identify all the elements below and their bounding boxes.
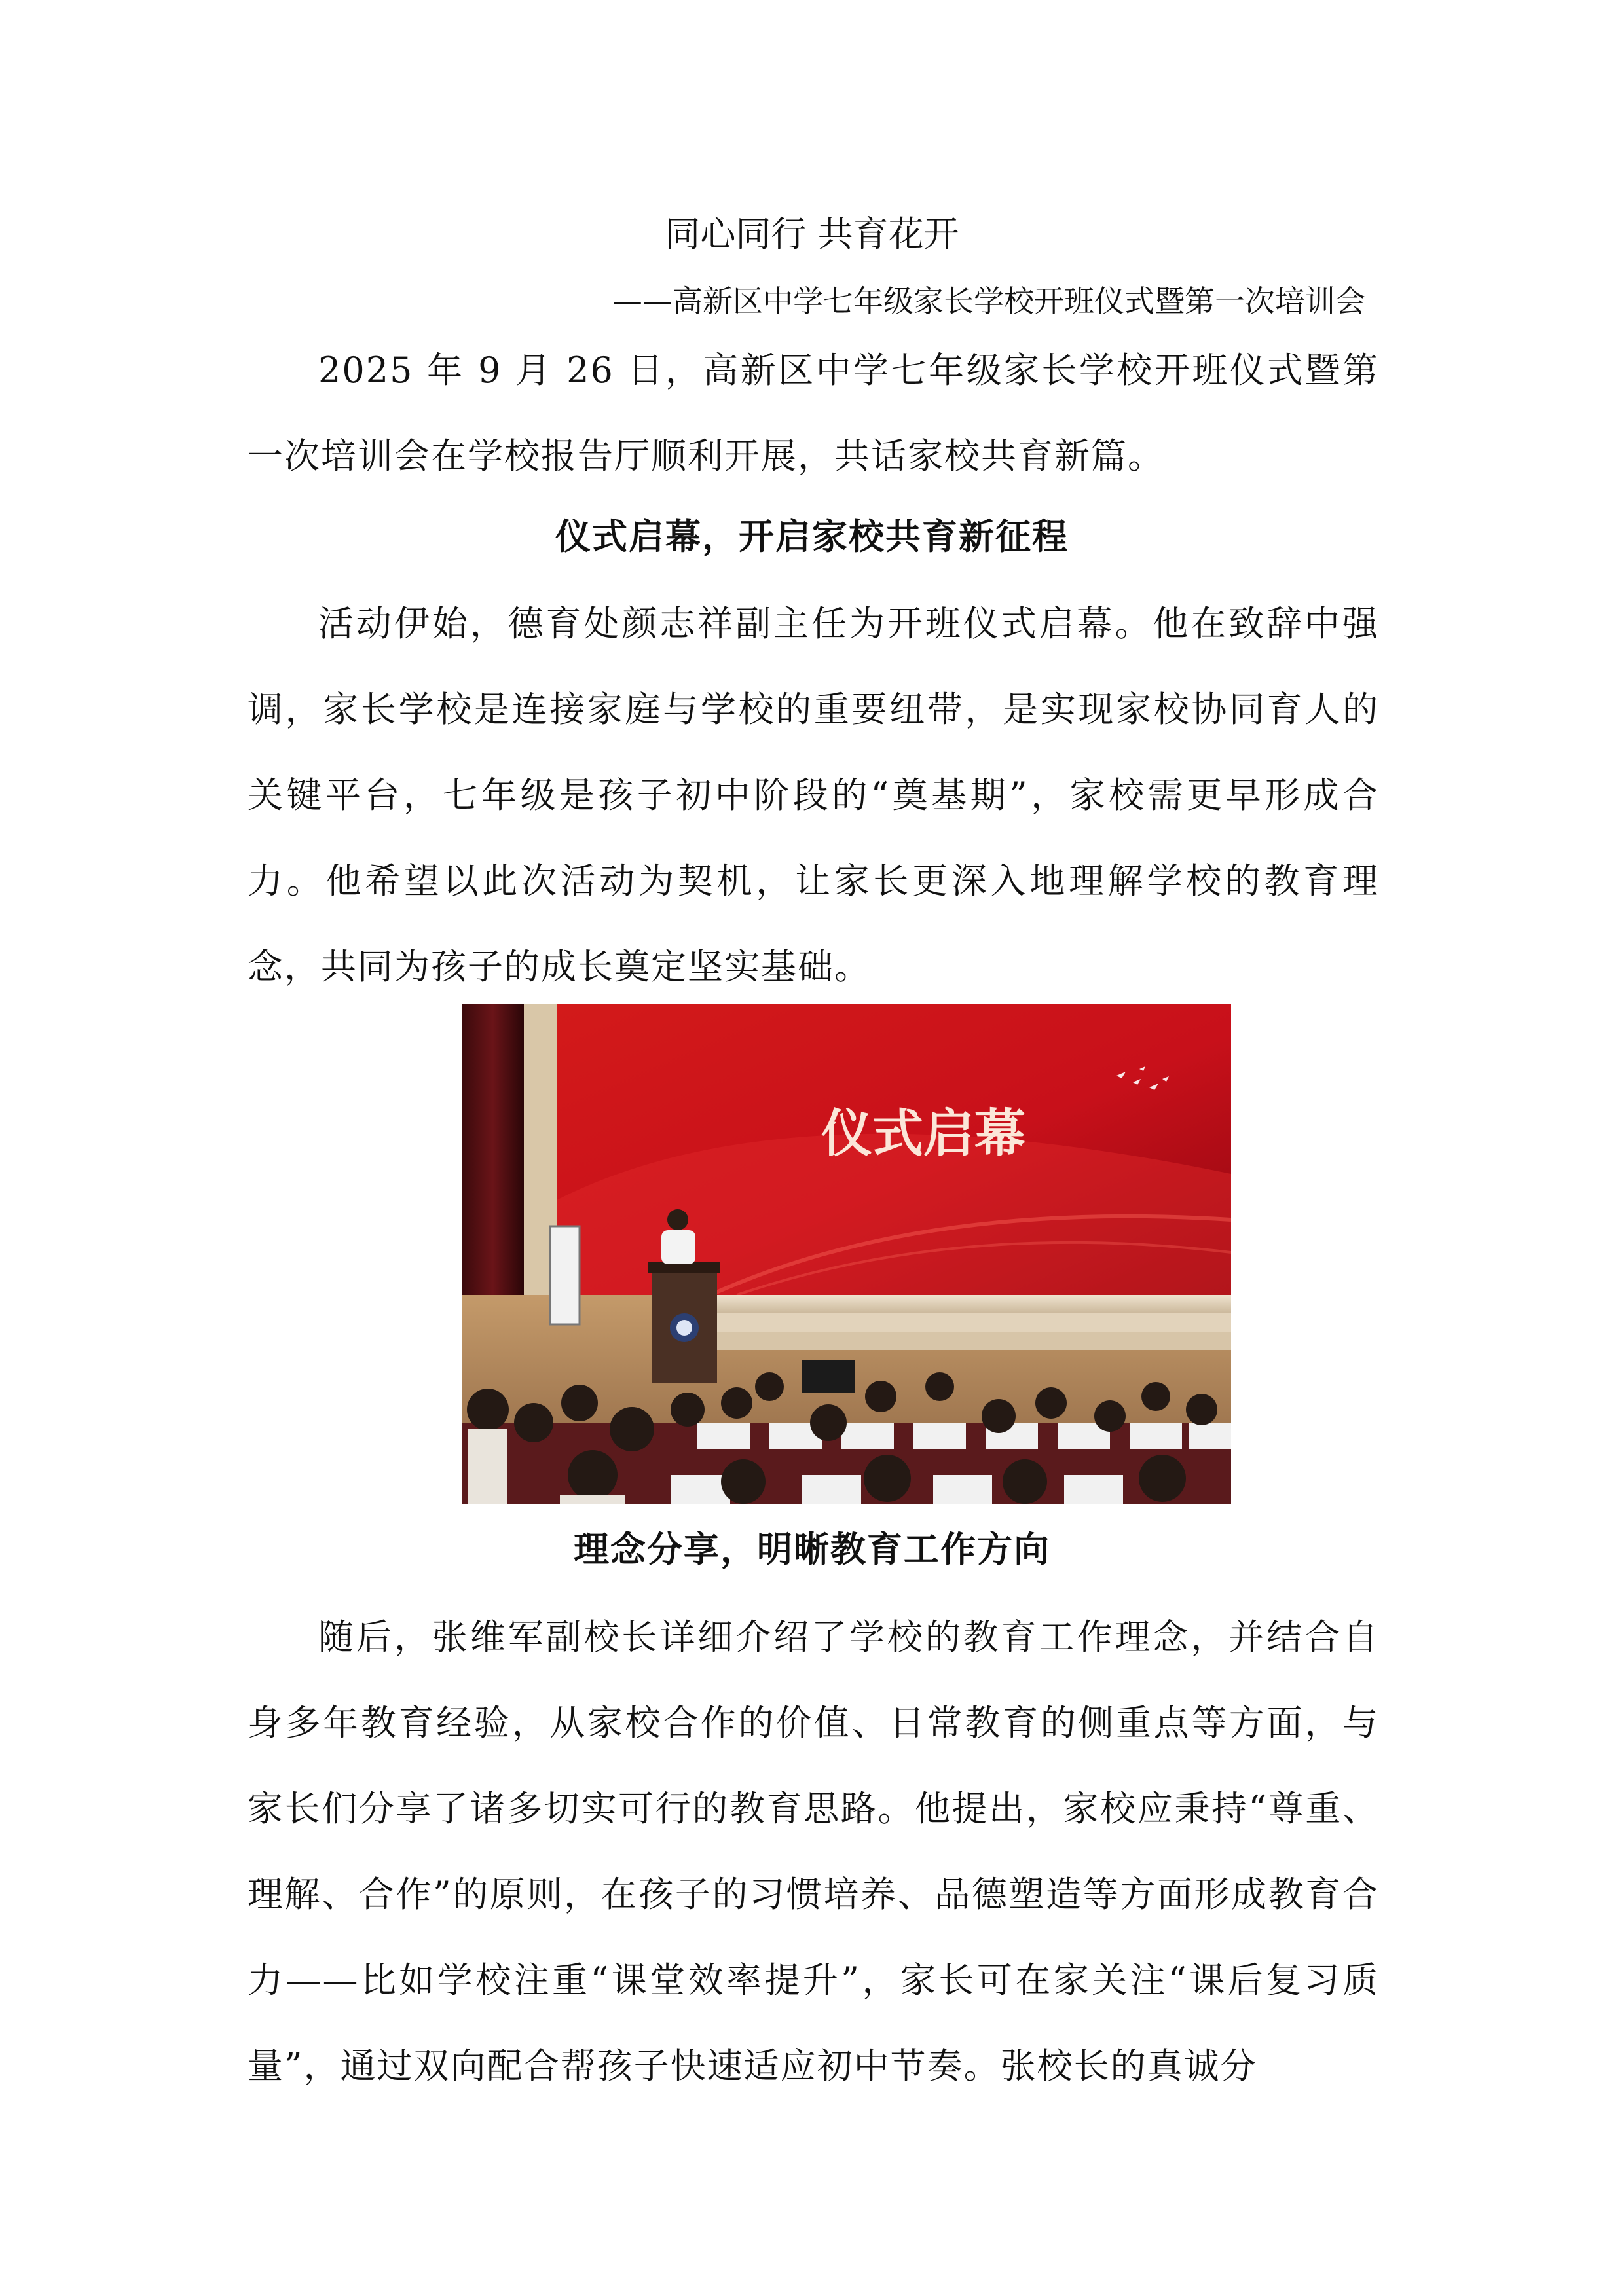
article-subtitle: ——高新区中学七年级家长学校开班仪式暨第一次培训会 xyxy=(612,283,1365,319)
event-photo xyxy=(462,1004,1231,1504)
section2-heading: 理念分享，明晰教育工作方向 xyxy=(574,1529,1050,1570)
section2-paragraph: 随后，张维军副校长详细介绍了学校的教育工作理念，并结合自身多年教育经验，从家校合作的价值、日常教育的侧重点等方面，与家长们分享了诸多切实可行的教育思路。他提出，家校应秉持“尊重、理解、合作”的原则，在孩子的习惯培养、品德塑造等方面形成教育合力——比如学校注重“课堂效率提升”，家长可在家关注“课后复习质量”，通过双向配合帮孩子快速适应初中节奏。张校长的真诚分 xyxy=(248,1616,1379,2086)
article-title: 同心同行 共育花开 xyxy=(665,213,959,255)
intro-paragraph: 2025 年 9 月 26 日，高新区中学七年级家长学校开班仪式暨第一次培训会在学校报告厅顺利开展，共话家校共育新篇。 xyxy=(248,350,1379,477)
section1-paragraph: 活动伊始，德育处颜志祥副主任为开班仪式启幕。他在致辞中强调，家长学校是连接家庭与学校的重要纽带，是实现家校协同育人的关键平台，七年级是孩子初中阶段的“奠基期”，家校需更早形成合力。他希望以此次活动为契机，让家长更深入地理解学校的教育理念，共同为孩子的成长奠定坚实基础。 xyxy=(248,603,1379,987)
section1-heading: 仪式启幕，开启家校共育新征程 xyxy=(555,516,1069,557)
screen-text: 仪式启幕 xyxy=(821,1104,1026,1163)
